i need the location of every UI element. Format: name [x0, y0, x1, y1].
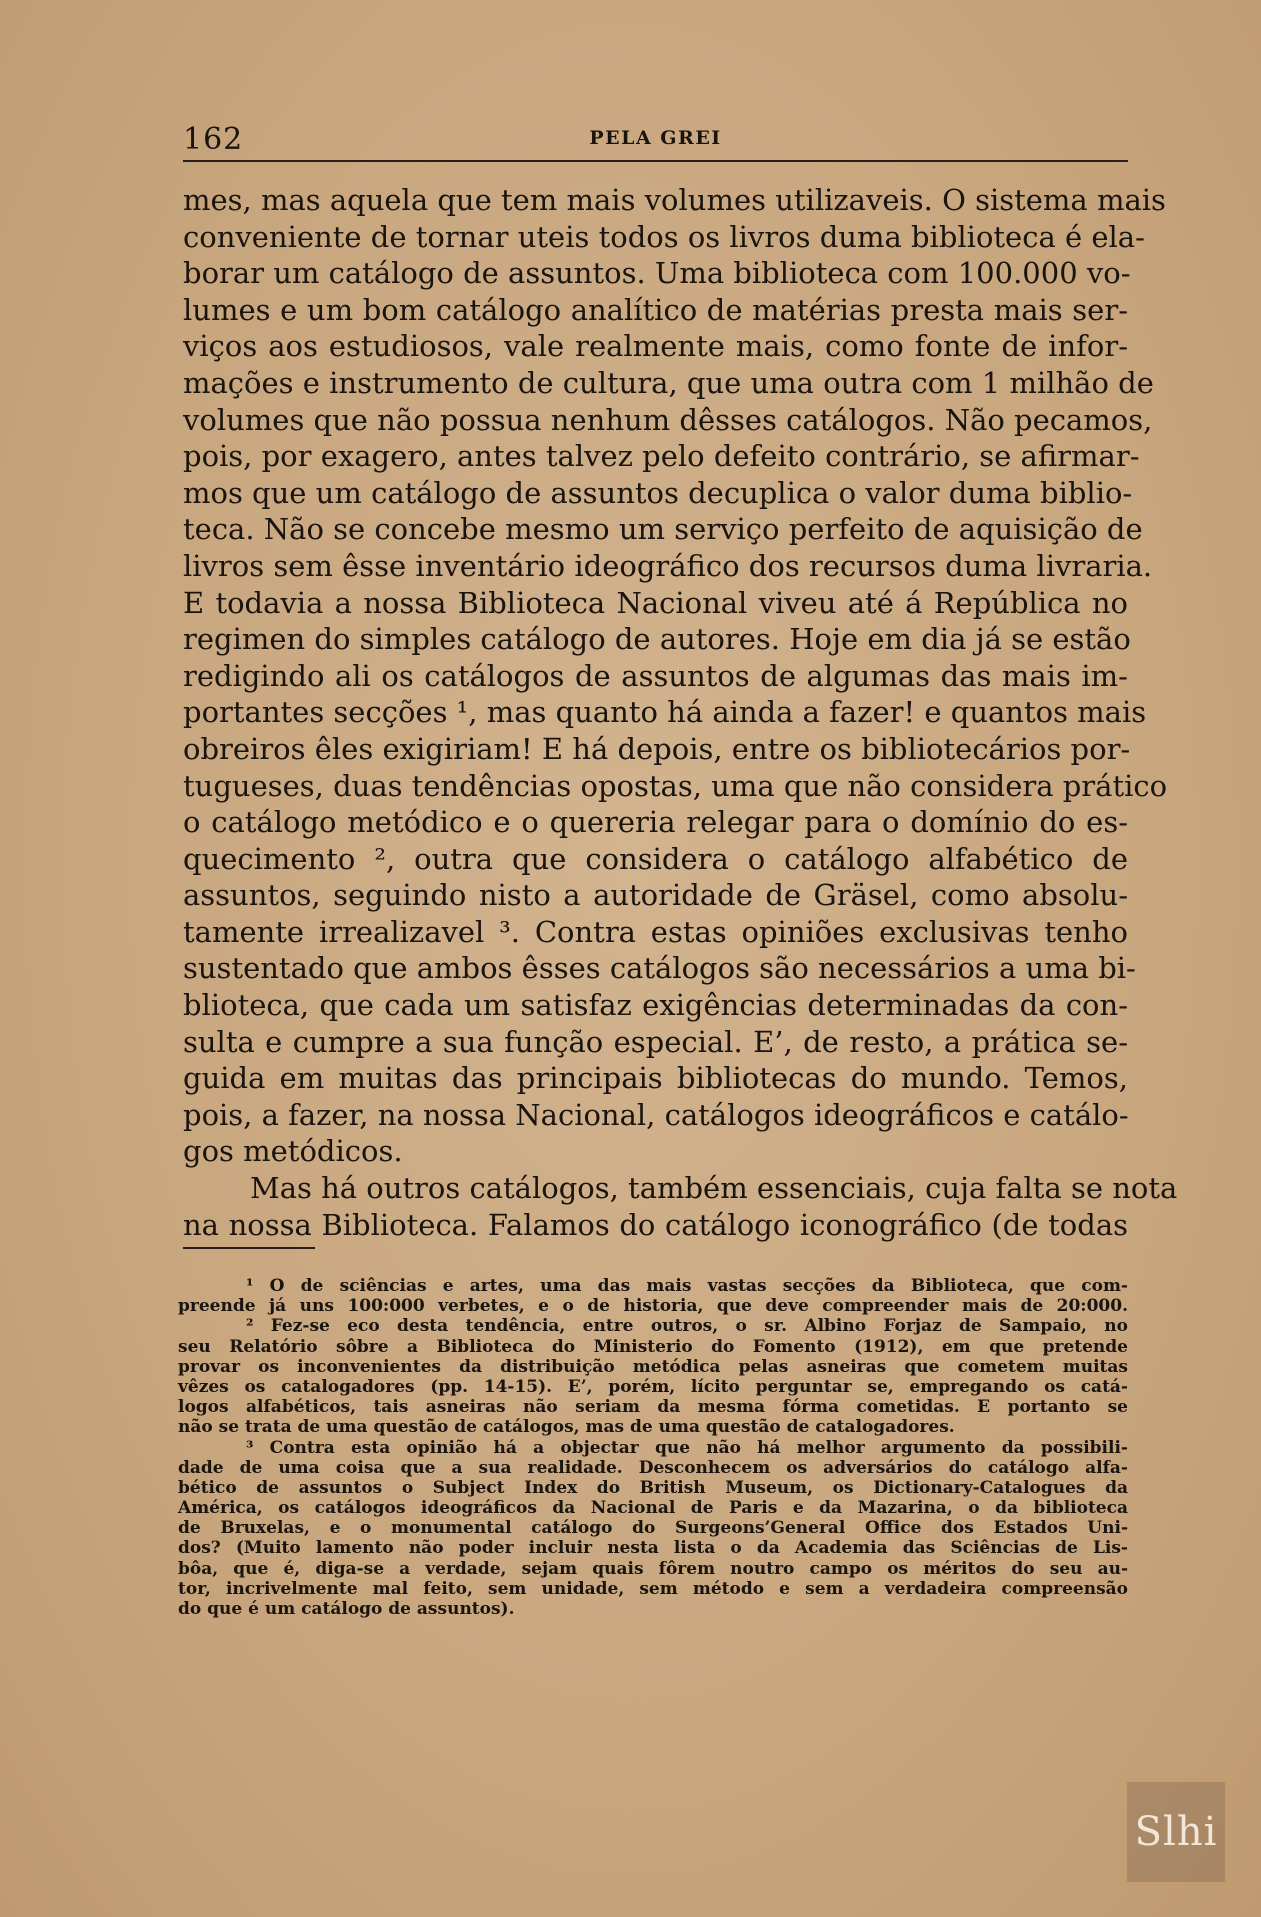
footnote-line: tor, incrivelmente mal feito, sem unidade, sem método e sem a verdadeira compreensão	[178, 1578, 1128, 1599]
body-line: sustentado que ambos êsses catálogos são necessários a uma bi-	[183, 951, 1136, 986]
body-line: o catálogo metódico e o quereria relegar para o domínio do es-	[183, 805, 1128, 840]
stamp-text: Slhi	[1134, 1809, 1218, 1855]
body-line: obreiros êles exigiriam! E há depois, entre os bibliotecários por-	[183, 731, 1131, 766]
body-line: mes, mas aquela que tem mais volumes utilizaveis. O sistema mais	[183, 183, 1166, 217]
body-line: assuntos, seguindo nisto a autoridade de Gräsel, como absolu-	[183, 878, 1128, 913]
body-line: sulta e cumpre a sua função especial. E’, de resto, a prática se-	[183, 1024, 1128, 1059]
footnote-line: América, os catálogos ideográficos da Nacional de Paris e da Mazarina, o da biblioteca	[178, 1498, 1128, 1519]
body-line: regimen do simples catálogo de autores. Hoje em dia já se estão	[183, 622, 1131, 657]
library-stamp-logo	[1127, 1782, 1225, 1882]
footnote-line: de Bruxelas, e o monumental catálogo do Surgeons’General Office dos Estados Uni-	[178, 1518, 1128, 1539]
body-line: conveniente de tornar uteis todos os livros duma biblioteca é ela-	[183, 219, 1145, 254]
running-head: PELA GREI	[589, 127, 722, 149]
footnote-separator	[183, 1247, 315, 1249]
page-number: 162	[183, 122, 244, 157]
footnote-line: seu Relatório sôbre a Biblioteca do Ministerio do Fomento (1912), em que pretende	[178, 1336, 1128, 1357]
body-line: tugueses, duas tendências opostas, uma que não considera prático	[183, 768, 1168, 803]
footnote-line: do que é um catálogo de assuntos).	[178, 1599, 515, 1619]
body-line: quecimento ², outra que considera o catálogo alfabético de	[183, 841, 1128, 876]
footnote-line: bético de assuntos o Subject Index do British Museum, os Dictionary-Catalogues da	[178, 1477, 1128, 1498]
body-line: guida em muitas das principais bibliotecas do mundo. Temos,	[183, 1061, 1128, 1096]
header-rule	[183, 160, 1128, 162]
body-line: tamente irrealizavel ³. Contra estas opiniões exclusivas tenho	[183, 914, 1128, 949]
body-text	[183, 182, 1178, 1243]
footnote-line: ³ Contra esta opinião há a objectar que não há melhor argumento da possibili-	[246, 1437, 1128, 1458]
body-line: mos que um catálogo de assuntos decuplica o valor duma biblio-	[183, 475, 1133, 510]
body-line: pois, a fazer, na nossa Nacional, catálogos ideográficos e catálo-	[183, 1097, 1129, 1132]
footnote-line: dade de uma coisa que a sua realidade. Desconhecem os adversários do catálogo alfa-	[178, 1457, 1128, 1478]
body-line: viços aos estudiosos, vale realmente mais, como fonte de infor-	[183, 329, 1128, 364]
footnote-line: não se trata de uma questão de catálogos, mas de uma questão de catalogadores.	[178, 1417, 955, 1438]
footnote-line: bôa, que é, diga-se a verdade, sejam quais fôrem noutro campo os méritos do seu au-	[178, 1558, 1128, 1579]
body-line: blioteca, que cada um satisfaz exigências determinadas da con-	[183, 988, 1128, 1023]
body-line: livros sem êsse inventário ideográfico dos recursos duma livraria.	[183, 548, 1153, 583]
body-line: lumes e um bom catálogo analítico de matérias presta mais ser-	[183, 292, 1128, 327]
footnote-line: ² Fez-se eco desta tendência, entre outros, o sr. Albino Forjaz de Sampaio, no	[246, 1316, 1128, 1337]
footnote-line: provar os inconvenientes da distribuição metódica pelas asneiras que cometem muitas	[178, 1356, 1128, 1377]
body-line: pois, por exagero, antes talvez pelo defeito contrário, se afirmar-	[183, 439, 1140, 474]
footnote-line: preende já uns 100:000 verbetes, e o de historia, que deve compreender mais de 20:000.	[178, 1296, 1128, 1317]
body-line: E todavia a nossa Biblioteca Nacional viveu até á República no	[183, 585, 1128, 620]
body-line: borar um catálogo de assuntos. Uma biblioteca com 100.000 vo-	[183, 256, 1131, 291]
body-line: Mas há outros catálogos, também essenciais, cuja falta se nota	[250, 1171, 1178, 1206]
footnote-line: vêzes os catalogadores (pp. 14-15). E’, porém, lícito perguntar se, empregando os catá-	[178, 1376, 1128, 1397]
body-line: portantes secções ¹, mas quanto há ainda a fazer! e quantos mais	[183, 695, 1147, 730]
footnote-line: dos? (Muito lamento não poder incluir nesta lista o da Academia das Sciências de Lis-	[178, 1538, 1128, 1559]
body-line: na nossa Biblioteca. Falamos do catálogo iconográfico (de todas	[183, 1207, 1128, 1242]
body-line: gos metódicos.	[183, 1134, 403, 1169]
footnotes	[178, 1276, 1128, 1619]
body-line: teca. Não se concebe mesmo um serviço perfeito de aquisição de	[183, 512, 1143, 547]
page-header	[183, 122, 1128, 158]
body-line: mações e instrumento de cultura, que uma outra com 1 milhão de	[183, 365, 1154, 400]
body-line: volumes que não possua nenhum dêsses catálogos. Não pecamos,	[183, 402, 1153, 437]
footnote-line: logos alfabéticos, tais asneiras não seriam da mesma fórma cometidas. E portanto se	[178, 1397, 1128, 1418]
footnote-line: ¹ O de sciências e artes, uma das mais vastas secções da Biblioteca, que com-	[246, 1276, 1128, 1296]
body-line: redigindo ali os catálogos de assuntos de algumas das mais im-	[183, 658, 1128, 693]
